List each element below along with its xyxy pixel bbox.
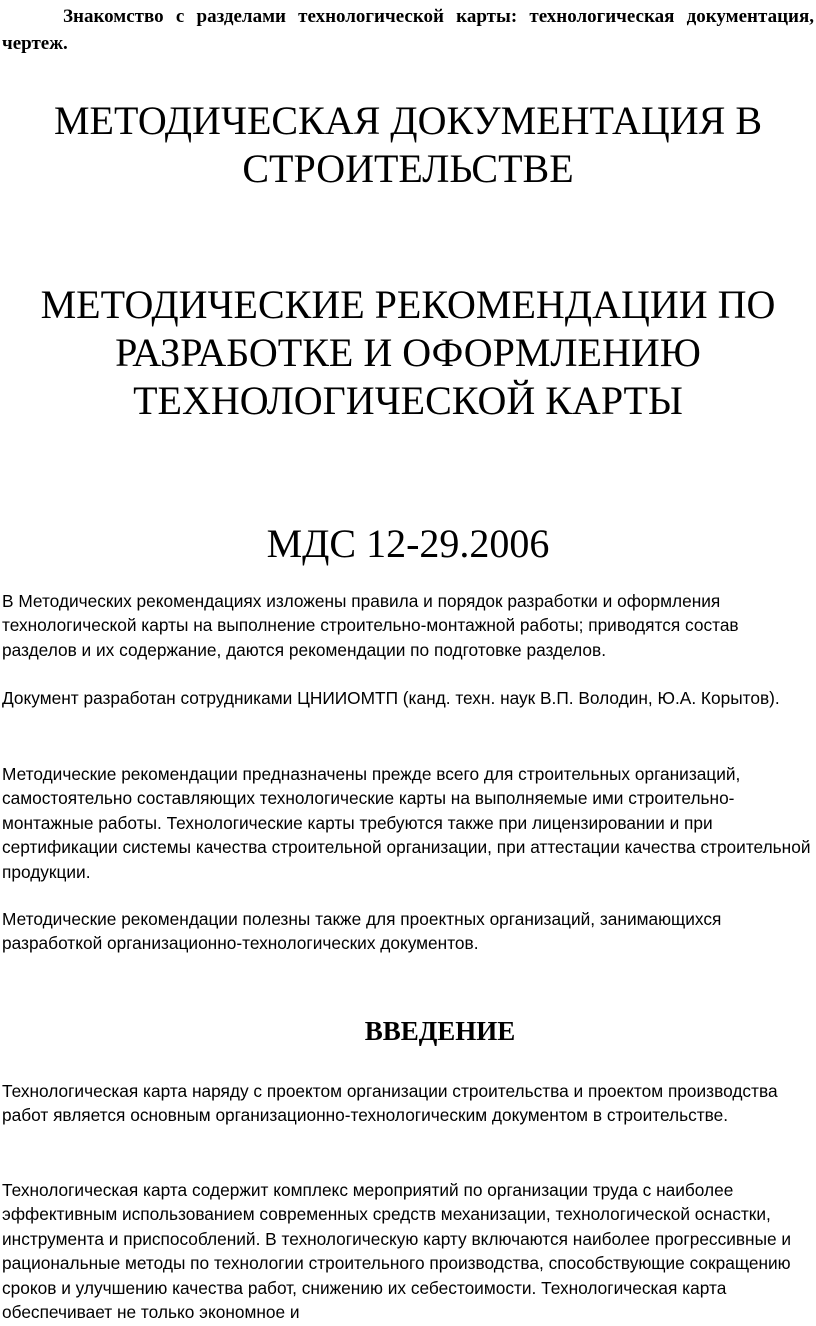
section-heading-introduction: ВВЕДЕНИЕ — [364, 1016, 516, 1046]
document-subtitle: МЕТОДИЧЕСКИЕ РЕКОМЕНДАЦИИ ПО РАЗРАБОТКЕ И ОФОРМЛЕНИЮ ТЕХНОЛОГИЧЕСКОЙ КАРТЫ — [40, 282, 776, 423]
purpose-paragraph: Методические рекомендации предназначены прежде всего для строительных организаций, самостоятельно составляющих технологические карты на выполняемые ими строительно-монтажные работы. Технологические карты требуются также при лицензировании и при сертификации системы качества строительной организации, при аттестации качества строительной продукции. — [2, 764, 811, 882]
authors-paragraph: Документ разработан сотрудниками ЦНИИОМТП (канд. техн. наук В.П. Володин, Ю.А. Корытов). — [2, 688, 780, 708]
introduction-paragraph: Технологическая карта содержит комплекс мероприятий по организации труда с наиболее эффективным использованием современных средств механизации, технологической оснастки, инструмента и приспособлений. В технологическую карту включаются наиболее прогрессивные и рациональные методы по технологии строительного производства, способствующие сокращению сроков и улучшению качества работ, снижению их себестоимости. Технологическая карта обеспечивает не только экономное и — [2, 1180, 792, 1323]
document-title: МЕТОДИЧЕСКАЯ ДОКУМЕНТАЦИЯ В СТРОИТЕЛЬСТВЕ — [53, 98, 763, 191]
summary-paragraph: В Методических рекомендациях изложены правила и порядок разработки и оформления технологической карты на выполнение строительно-монтажной работы; приводятся состав разделов и их содержание, даются рекомендации по подготовке разделов. — [2, 591, 739, 660]
document-code: МДС 12-29.2006 — [266, 521, 550, 566]
intro-heading: Знакомство с разделами технологической карты: технологическая документация, чертеж. — [2, 6, 814, 54]
introduction-paragraph: Технологическая карта наряду с проектом организации строительства и проектом производства работ является основным организационно-технологическим документом в строительстве. — [2, 1081, 778, 1126]
audience-paragraph: Методические рекомендации полезны также для проектных организаций, занимающихся разработкой организационно-технологических документов. — [2, 909, 722, 954]
